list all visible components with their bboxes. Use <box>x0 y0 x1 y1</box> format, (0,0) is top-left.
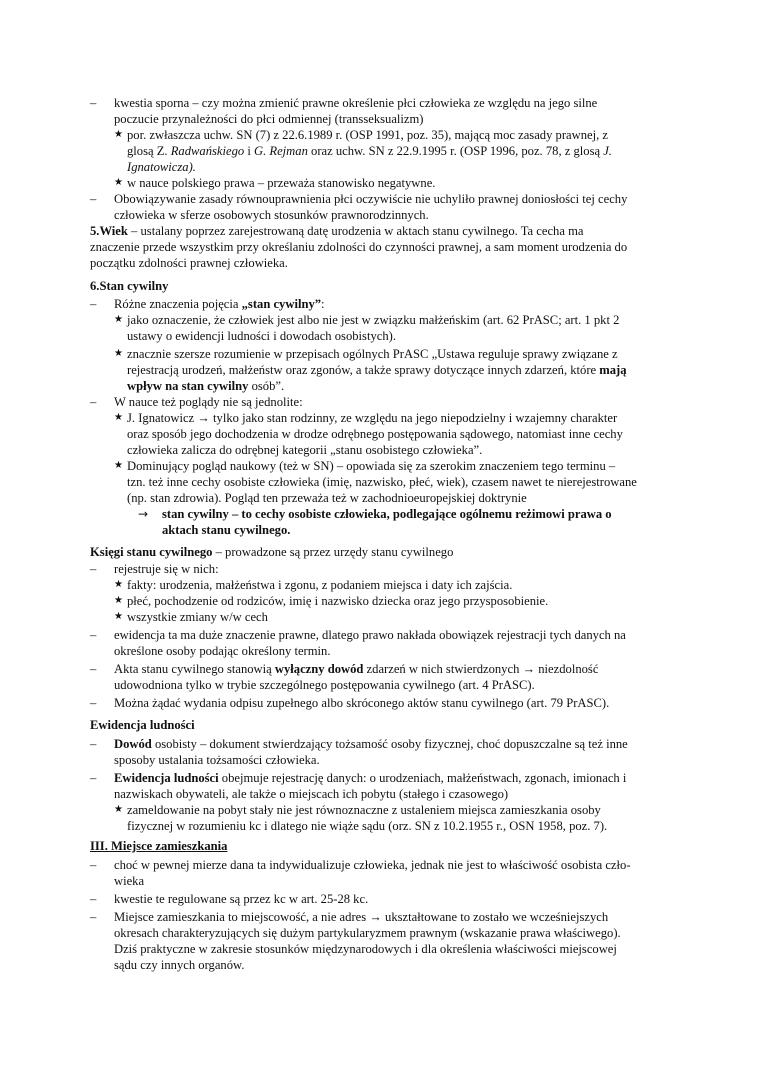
text-line: człowieka w sferze osobowych stosunków prawnorodzinnych. <box>114 208 429 222</box>
text-line: tzn. też inne cechy osobiste człowieka (imię, nazwisko, płeć, wiek), czasem nawet te nierejestrowane <box>127 475 637 489</box>
text-line: Można żądać wydania odpisu zupełnego albo skróconego aktów stanu cywilnego (art. 79 PrASC). <box>114 696 610 710</box>
section-heading: III. Miejsce zamieszkania <box>90 839 228 853</box>
text-line: kwestie te regulowane są przez kc w art. 25-28 kc. <box>114 892 369 906</box>
text-line: Ewidencja ludności obejmuje rejestrację danych: o urodzeniach, małżeństwach, zgonach, imionach i <box>114 771 627 785</box>
text-line: wpływ na stan cywilny osób”. <box>127 379 285 393</box>
arrow-icon: → <box>138 507 149 521</box>
text-line: Różne znaczenia pojęcia „stan cywilny”: <box>114 297 325 311</box>
dash-bullet: – <box>90 737 97 751</box>
text-line: sposoby ustalania tożsamości człowieka. <box>114 753 320 767</box>
text-line: oraz sposób jego dochodzenia w drodze odrębnego postępowania sądowego, natomiast inne cechy <box>127 427 623 441</box>
star-bullet-icon: ★ <box>114 611 123 622</box>
text-line: płeć, pochodzenie od rodziców, imię i nazwisko dziecka oraz jego przysposobienie. <box>127 594 549 608</box>
text-line: stan cywilny – to cechy osobiste człowieka, podlegające ogólnemu reżimowi prawa o <box>162 507 612 521</box>
star-bullet-icon: ★ <box>114 460 123 471</box>
dash-bullet: – <box>90 395 97 409</box>
star-bullet-icon: ★ <box>114 804 123 815</box>
text-line: ustawy o ewidencji ludności i dowodach osobistych). <box>127 329 396 343</box>
text-line: znaczenie przede wszystkim przy określaniu zdolności do czynności prawnej, a sam moment urodzenia do <box>90 240 628 254</box>
dash-bullet: – <box>90 696 97 710</box>
text-line: Księgi stanu cywilnego – prowadzone są przez urzędy stanu cywilnego <box>90 545 454 559</box>
star-bullet-icon: ★ <box>114 595 123 606</box>
text-line: Dowód osobisty – dokument stwierdzający tożsamość osoby fizycznej, choć dopuszczalne są też inne <box>114 737 628 751</box>
text-line: początku zdolności prawnej człowieka. <box>90 256 288 270</box>
dash-bullet: – <box>90 192 97 206</box>
star-bullet-icon: ★ <box>114 129 123 140</box>
text-line: W nauce też poglądy nie są jednolite: <box>114 395 303 409</box>
dash-bullet: – <box>90 910 97 924</box>
text-line: 5.Wiek – ustalany poprzez zarejestrowaną datę urodzenia w aktach stanu cywilnego. Ta cecha ma <box>90 224 584 238</box>
text-line: okresach charakteryzujących się dużym partykularyzmem prawnym (wskazanie prawa właściwego). <box>114 926 621 940</box>
star-bullet-icon: ★ <box>114 314 123 325</box>
text-line: jako oznaczenie, że człowiek jest albo nie jest w związku małżeńskim (art. 62 PrASC; art. 1 pkt 2 <box>127 313 620 327</box>
text-line: Dziś praktyczne w zakresie stosunków międzynarodowych i dla określenia właściwości miejscowej <box>114 942 617 956</box>
dash-bullet: – <box>90 297 97 311</box>
text-line: fizycznej w rozumieniu kc i dlatego nie wiąże sądu (orz. SN z 10.2.1955 r., OSN 1958, poz. 7). <box>127 819 608 833</box>
dash-bullet: – <box>90 858 97 872</box>
dash-bullet: – <box>90 662 97 676</box>
text-line: poczucie przynależności do płci odmiennej (transseksualizm) <box>114 112 424 126</box>
dash-bullet: – <box>90 628 97 642</box>
text-line: Akta stanu cywilnego stanowią wyłączny dowód zdarzeń w nich stwierdzonych → niezdolność <box>114 662 599 676</box>
text-line: J. Ignatowicz → tylko jako stan rodzinny, ze względu na jego niepodzielny i wzajemny charakter <box>127 411 618 425</box>
text-line: Obowiązywanie zasady równouprawnienia płci oczywiście nie uchyliło prawnej doniosłości tej cechy <box>114 192 628 206</box>
text-line: człowieka zalicza do odrębnej kategorii „stanu osobistego człowieka”. <box>127 443 483 457</box>
text-line: udowodniona tylko w trybie szczególnego postępowania cywilnego (art. 4 PrASC). <box>114 678 535 692</box>
dash-bullet: – <box>90 771 97 785</box>
text-line: por. zwłaszcza uchw. SN (7) z 22.6.1989 r. (OSP 1991, poz. 35), mającą moc zasady prawnej, z <box>127 128 608 142</box>
section-heading: 6.Stan cywilny <box>90 279 169 293</box>
text-line: kwestia sporna – czy można zmienić prawne określenie płci człowieka ze względu na jego silne <box>114 96 598 110</box>
text-line: glosą Z. Radwańskiego i G. Rejman oraz uchw. SN z 22.9.1995 r. (OSP 1996, poz. 78, z glosą J. <box>127 144 612 158</box>
text-line: rejestruje się w nich: <box>114 562 219 576</box>
text-line: Dominujący pogląd naukowy (też w SN) – opowiada się za szerokim znaczeniem tego terminu – <box>127 459 616 473</box>
text-line: określone osoby podając określony termin. <box>114 644 331 658</box>
text-line: (np. stan zdrowia). Pogląd ten przeważa też w zachodnioeuropejskiej doktrynie <box>127 491 527 505</box>
text-line: wieka <box>114 874 145 888</box>
text-line: zameldowanie na pobyt stały nie jest równoznaczne z ustaleniem miejsca zamieszkania osoby <box>127 803 601 817</box>
star-bullet-icon: ★ <box>114 412 123 423</box>
star-bullet-icon: ★ <box>114 579 123 590</box>
text-line: nazwiskach obywateli, ale także o miejscach ich pobytu (stałego i czasowego) <box>114 787 509 801</box>
text-line: aktach stanu cywilnego. <box>162 523 291 537</box>
text-line: fakty: urodzenia, małżeństwa i zgonu, z podaniem miejsca i daty ich zajścia. <box>127 578 513 592</box>
text-line: w nauce polskiego prawa – przeważa stanowisko negatywne. <box>127 176 436 190</box>
star-bullet-icon: ★ <box>114 177 123 188</box>
text-line: znacznie szersze rozumienie w przepisach ogólnych PrASC „Ustawa reguluje sprawy związane z <box>127 347 618 361</box>
text-line: wszystkie zmiany w/w cech <box>127 610 268 624</box>
text-line: Miejsce zamieszkania to miejscowość, a nie adres → ukształtowane to zostało we wcześniejszych <box>114 910 609 924</box>
section-heading: Ewidencja ludności <box>90 718 195 732</box>
text-line: rejestracją urodzeń, małżeństw oraz zgonów, a także sprawy dotyczące innych zdarzeń, które mają <box>127 363 627 377</box>
text-line: ewidencja ta ma duże znaczenie prawne, dlatego prawo nakłada obowiązek rejestracji tych danych na <box>114 628 626 642</box>
dash-bullet: – <box>90 562 97 576</box>
text-line: Ignatowicza). <box>127 160 196 174</box>
dash-bullet: – <box>90 96 97 110</box>
dash-bullet: – <box>90 892 97 906</box>
text-line: choć w pewnej mierze dana ta indywidualizuje człowieka, jednak nie jest to właściwość osobista czło- <box>114 858 631 872</box>
text-line: sądu czy innych organów. <box>114 958 245 972</box>
star-bullet-icon: ★ <box>114 348 123 359</box>
